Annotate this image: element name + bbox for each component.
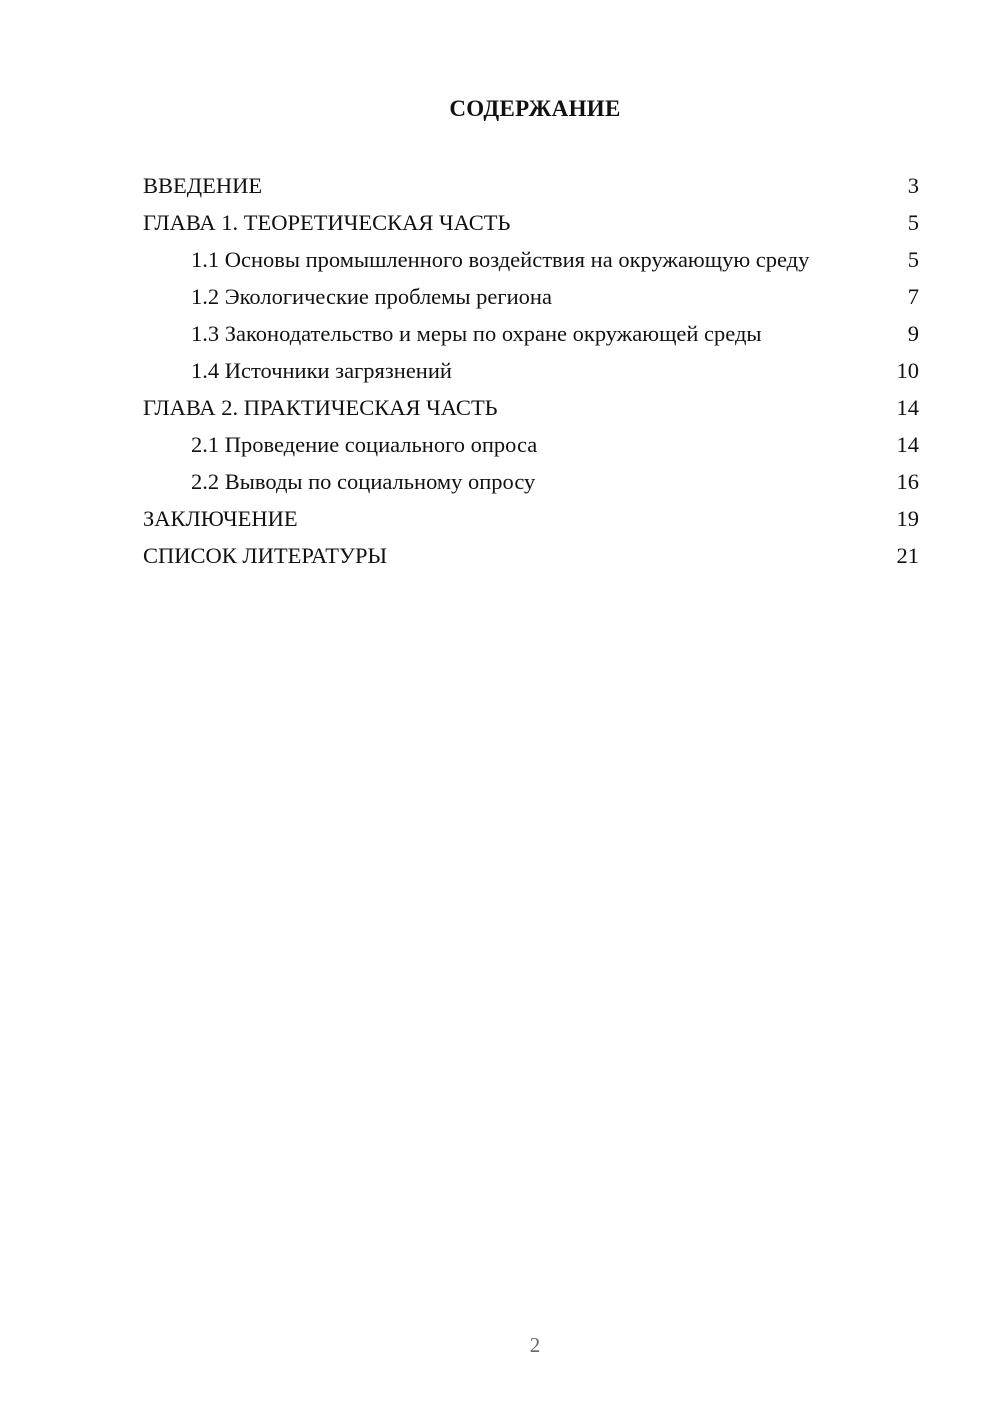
toc-entry-page: 7 <box>907 284 919 309</box>
toc-entry-label: 1.4 Источники загрязнений <box>191 358 452 383</box>
toc-entry-label: 1.3 Законодательство и меры по охране окружающей среды <box>191 321 762 346</box>
toc-entry-page: 9 <box>907 321 919 346</box>
toc-entry-label: 1.2 Экологические проблемы региона <box>191 284 552 309</box>
toc-title: СОДЕРЖАНИЕ <box>449 96 621 121</box>
toc-entry-label: ЗАКЛЮЧЕНИЕ <box>143 506 298 531</box>
toc-entry-section-2-1[interactable] <box>143 427 919 464</box>
toc-entry-page: 19 <box>896 506 919 531</box>
toc-entry-label: ГЛАВА 1. ТЕОРЕТИЧЕСКАЯ ЧАСТЬ <box>143 210 511 235</box>
toc-entry-section-1-2[interactable] <box>143 279 919 316</box>
toc-entry-page: 14 <box>896 395 919 420</box>
toc-entry-section-1-3[interactable] <box>143 316 919 353</box>
toc-entry-chapter-2[interactable] <box>143 390 919 427</box>
toc-entry-page: 21 <box>896 543 919 568</box>
toc-entry-label: ГЛАВА 2. ПРАКТИЧЕСКАЯ ЧАСТЬ <box>143 395 498 420</box>
toc-entry-introduction[interactable] <box>143 168 919 205</box>
toc-entry-label: 1.1 Основы промышленного воздействия на окружающую среду <box>191 247 810 272</box>
toc-entry-page: 5 <box>907 247 919 272</box>
toc-entry-conclusion[interactable] <box>143 501 919 538</box>
toc-entry-page: 5 <box>907 210 919 235</box>
toc-entry-page: 10 <box>896 358 919 383</box>
toc-entry-page: 14 <box>896 432 919 457</box>
toc-entry-label: 2.1 Проведение социального опроса <box>191 432 538 457</box>
toc-entry-page: 16 <box>896 469 919 494</box>
toc-entry-chapter-1[interactable] <box>143 205 919 242</box>
toc-entry-page: 3 <box>907 173 919 198</box>
toc-entry-bibliography[interactable] <box>143 538 919 575</box>
toc-entry-label: СПИСОК ЛИТЕРАТУРЫ <box>143 543 388 568</box>
toc-entry-section-2-2[interactable] <box>143 464 919 501</box>
table-of-contents <box>143 168 919 575</box>
page-number: 2 <box>529 1333 541 1357</box>
toc-entry-section-1-4[interactable] <box>143 353 919 390</box>
toc-entry-section-1-1[interactable] <box>143 242 919 279</box>
toc-entry-label: ВВЕДЕНИЕ <box>143 173 263 198</box>
toc-entry-label: 2.2 Выводы по социальному опросу <box>191 469 536 494</box>
